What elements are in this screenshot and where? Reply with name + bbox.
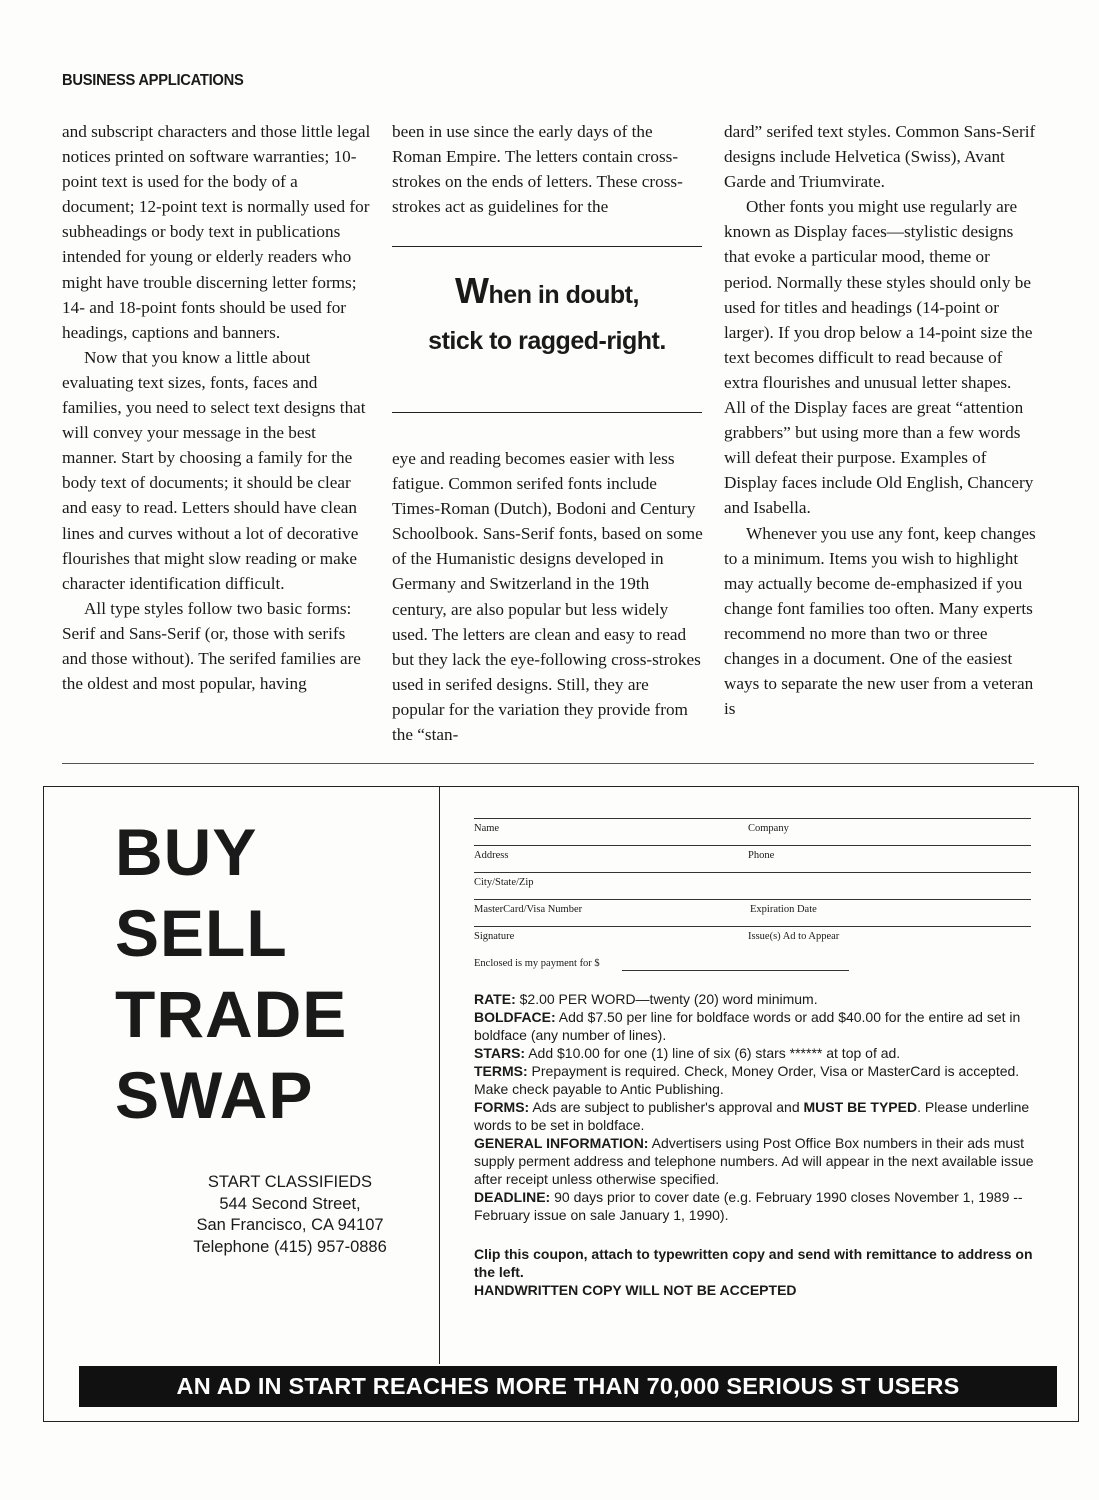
ad-word-swap: SWAP — [115, 1058, 314, 1132]
paragraph: All type styles follow two basic forms: Serif and Sans-Serif (or, those with serifs and those without). The serifed families are the oldest and most popular, having — [62, 598, 361, 694]
ad-address — [170, 1172, 410, 1258]
term-terms: TERMS: Prepayment is required. Check, Money Order, Visa or MasterCard is accepted. Make check payable to Antic Publishing. — [474, 1063, 1020, 1097]
paragraph: Other fonts you might use regularly are known as Display faces—stylistic designs that evoke a particular mood, theme or period. Normally these styles should only be used for titles and headings (14-point or larger). If you drop below a 14-point size the text becomes difficult to read because of extra flourishes and unusual letter shapes. All of the Display faces are great “attention grabbers” but using more than a few words will defeat their purpose. Examples of Display faces include Old English, Chancery and Isabella. — [724, 197, 1034, 518]
term-boldface: BOLDFACE: Add $7.50 per line for boldface words or add $40.00 for the entire ad set in boldface (any number of lines). — [474, 1009, 1021, 1043]
term-forms: FORMS: Ads are subject to publisher's approval and MUST BE TYPED. Please underline words to be set in boldface. — [474, 1099, 1030, 1133]
article-column-2-continued — [392, 446, 704, 747]
ad-column-divider — [439, 787, 440, 1364]
payment-field-label: Enclosed is my payment for $ — [474, 958, 600, 969]
address-line: San Francisco, CA 94107 — [196, 1216, 384, 1234]
signature-field[interactable]: Signature — [474, 931, 515, 942]
name-field[interactable]: Name — [474, 823, 500, 834]
term-general-information: GENERAL INFORMATION: Advertisers using Post Office Box numbers in their ads must supply perment address and telephone numbers. Ad will appear in the next available issue after receipt unless otherwise specified. — [474, 1135, 1034, 1187]
form-row — [474, 926, 1031, 953]
article-column-1 — [62, 119, 372, 696]
address-field[interactable]: Address — [474, 850, 509, 861]
phone-field[interactable]: Phone — [748, 850, 775, 861]
page-divider — [62, 763, 1034, 764]
pull-quote-line-2: stick to ragged-right. — [428, 327, 666, 355]
section-title: BUSINESS APPLICATIONS — [62, 72, 244, 89]
address-line: Telephone (415) 957-0886 — [193, 1237, 387, 1256]
paragraph: dard” serifed text styles. Common Sans-Serif designs include Helvetica (Swiss), Avant Garde and Triumvirate. — [724, 122, 1036, 192]
term-rate: RATE: $2.00 PER WORD—twenty (20) word minimum. — [474, 991, 818, 1007]
clip-instructions — [474, 1245, 1034, 1299]
order-form — [474, 818, 1031, 953]
pull-quote — [392, 246, 702, 413]
ad-word-sell: SELL — [115, 896, 288, 970]
pull-quote-line-1: hen in doubt, — [488, 281, 639, 309]
pull-quote-rule-top — [392, 246, 702, 247]
form-row — [474, 845, 1031, 872]
term-stars: STARS: Add $10.00 for one (1) line of six (6) stars ****** at top of ad. — [474, 1045, 901, 1061]
ad-banner: AN AD IN START REACHES MORE THAN 70,000 SERIOUS ST USERS — [79, 1366, 1057, 1407]
paragraph: eye and reading becomes easier with less fatigue. Common serifed fonts include Times-Roman (Dutch), Bodoni and Century Schoolbook. Sans-Serif fonts, based on some of the Humanistic designs developed in Germany and Switzerland in the 19th century, are also popular but less widely used. The letters are clean and easy to read but they lack the eye-following cross-strokes used in serifed designs. Still, they are popular for the variation they provide from the “stan- — [392, 449, 703, 745]
city-state-zip-field[interactable]: City/State/Zip — [474, 877, 534, 888]
clip-text: Clip this coupon, attach to typewritten copy and send with remittance to address on the left. — [474, 1246, 1033, 1280]
paragraph: and subscript characters and those little legal notices printed on software warranties; 10-point text is used for the body of a document; 12-point text is normally used for subheadings or body text in publications intended for young or elderly readers who might have trouble discerning letter forms; 14- and 18-point fonts should be used for headings, captions and banners. — [62, 122, 371, 342]
address-line: START CLASSIFIEDS — [207, 1173, 373, 1191]
payment-amount-field[interactable] — [622, 970, 849, 971]
handwritten-warning: HANDWRITTEN COPY WILL NOT BE ACCEPTED — [474, 1282, 797, 1298]
issue-field[interactable]: Issue(s) Ad to Appear — [748, 931, 840, 942]
form-row — [474, 818, 1031, 845]
form-row — [474, 872, 1031, 899]
ad-terms — [474, 990, 1034, 1224]
article-column-3 — [724, 119, 1036, 721]
term-deadline: DEADLINE: 90 days prior to cover date (e.g. February 1990 closes November 1, 1989 -- February issue on sale January 1, 1990). — [474, 1189, 1023, 1223]
card-number-field[interactable]: MasterCard/Visa Number — [474, 904, 583, 915]
pull-quote-rule-bottom — [392, 412, 702, 413]
pull-quote-drop-cap: W — [455, 270, 489, 311]
expiration-date-field[interactable]: Expiration Date — [750, 904, 817, 915]
ad-headline — [115, 812, 347, 1136]
article-column-2 — [392, 119, 704, 219]
address-line: 544 Second Street, — [219, 1194, 361, 1213]
ad-word-trade: TRADE — [115, 977, 348, 1051]
paragraph: Now that you know a little about evaluating text sizes, fonts, faces and families, you need to select text designs that will convey your message in the best manner. Start by choosing a family for the body text of documents; it should be clear and easy to read. Letters should have clean lines and curves without a lot of decorative flourishes that might slow reading or make character identification difficult. — [62, 347, 366, 593]
ad-word-buy: BUY — [115, 815, 258, 889]
paragraph: Whenever you use any font, keep changes to a minimum. Items you wish to highlight may actually become de-emphasized if you change font families too often. Many experts recommend no more than two or three changes in a document. One of the easiest ways to separate the new user from a veteran is — [724, 523, 1036, 719]
paragraph: been in use since the early days of the Roman Empire. The letters contain cross-strokes on the ends of letters. These cross-strokes act as guidelines for the — [392, 122, 683, 217]
company-field[interactable]: Company — [748, 823, 789, 834]
form-row — [474, 899, 1031, 926]
